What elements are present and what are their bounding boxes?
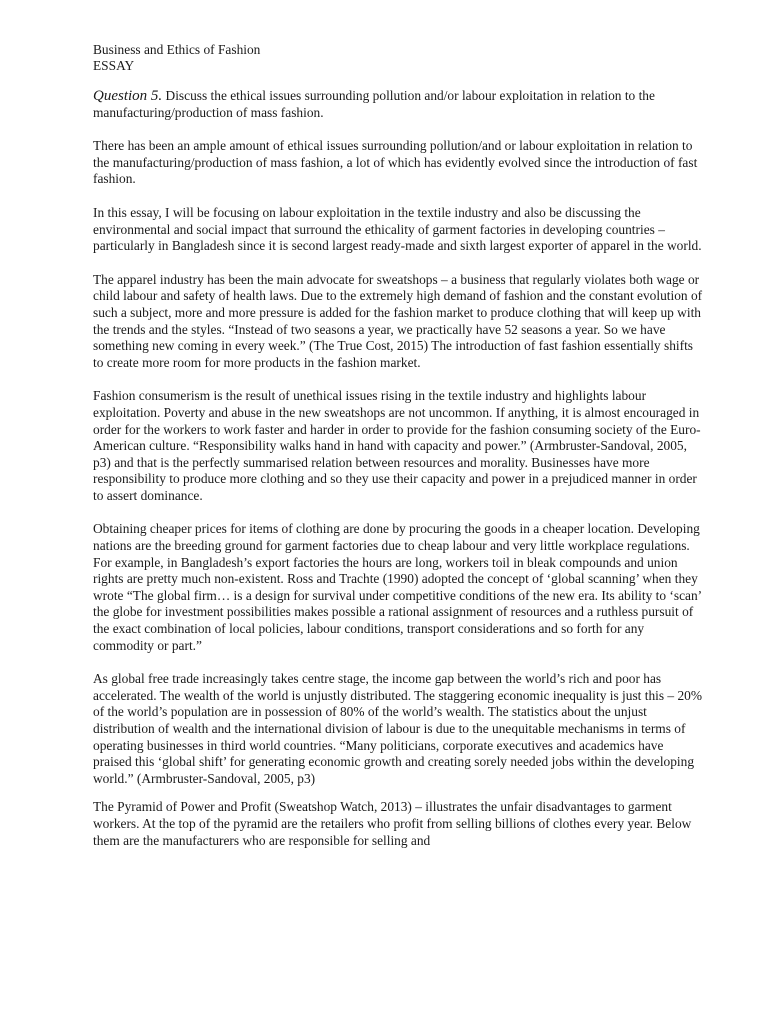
question-label: Question 5. [93,88,163,104]
paragraph-cheaper-prices: Obtaining cheaper prices for items of clothing are done by procuring the goods in a cheaper location. Developing nations are the breeding ground for garment factories due to cheap labour and very little workplace regulations. For example, in Bangladesh’s export factories the hours are long, workers toil in bleak compounds and union rights are pretty much non-existent. Ross and Trachte (1990) adopted the concept of ‘global scanning’ when they wrote “The global firm… is a design for survival under competitive conditions of the new era. Its ability to ‘scan’ the globe for investment possibilities makes possible a rational assignment of resources and a ruthless pursuit of the exact combination of local policies, labour conditions, transport considerations and so forth for any commodity or part.” [93,521,702,653]
essay-page [93,42,705,849]
paragraph-global-trade: As global free trade increasingly takes centre stage, the income gap between the world’s rich and poor has accelerated. The wealth of the world is unjustly distributed. The staggering economic inequality is just this – 20% of the world’s population are in possession of 80% of the world’s wealth. The statistics about the unjust distribution of wealth and the international division of labour is due to the unequitable mechanisms in terms of operating businesses in third world countries. “Many politicians, corporate executives and academics have praised this ‘global shift’ for generating economic growth and creating sorely needed jobs within the developing world.” (Armbruster-Sandoval, 2005, p3) [93,671,703,786]
paragraph-sweatshops: The apparel industry has been the main advocate for sweatshops – a business that regularly violates both wage or child labour and safety of health laws. Due to the extremely high demand of fashion and the constant evolution of such a subject, more and more pressure is added for the fashion market to produce clothing that will keep up with the trends and the styles. “Instead of two seasons a year, we practically have 52 seasons a year. So we have something new coming in every week.” (The True Cost, 2015) The introduction of fast fashion essentially shifts to create more room for more products in the fashion market. [93,271,703,370]
document-type: ESSAY [93,58,135,73]
course-title: Business and Ethics of Fashion [93,42,261,57]
paragraph-focus: In this essay, I will be focusing on labour exploitation in the textile industry and also be discussing the environmental and social impact that surround the ethicality of garment factories in developing countries – particularly in Bangladesh since it is second largest ready-made and sixth largest exporter of apparel in the world. [93,204,702,254]
paragraph-intro: There has been an ample amount of ethical issues surrounding pollution/and or labour exploitation in relation to the manufacturing/production of mass fashion, a lot of which has evidently evolved since the introduction of fast fashion. [93,138,698,187]
question-text: Discuss the ethical issues surrounding pollution and/or labour exploitation in relation to the manufacturing/production of mass fashion. [93,88,655,120]
essay-question [93,88,705,121]
paragraph-consumerism: Fashion consumerism is the result of unethical issues rising in the textile industry and highlights labour exploitation. Poverty and abuse in the new sweatshops are not uncommon. If anything, it is almost encouraged in order for the workers to work faster and harder in order to provide for the fashion consuming society of the Euro-American culture. “Responsibility walks hand in hand with capacity and power.” (Armbruster-Sandoval, 2005, p3) and that is the perfectly summarised relation between resources and morality. Businesses have more responsibility to produce more clothing and so they use their capacity and power in a prejudiced manner in order to assert dominance. [93,388,701,503]
paragraph-pyramid: The Pyramid of Power and Profit (Sweatshop Watch, 2013) – illustrates the unfair disadvantages to garment workers. At the top of the pyramid are the retailers who profit from selling billions of clothes every year. Below them are the manufacturers who are responsible for selling and [93,799,692,848]
